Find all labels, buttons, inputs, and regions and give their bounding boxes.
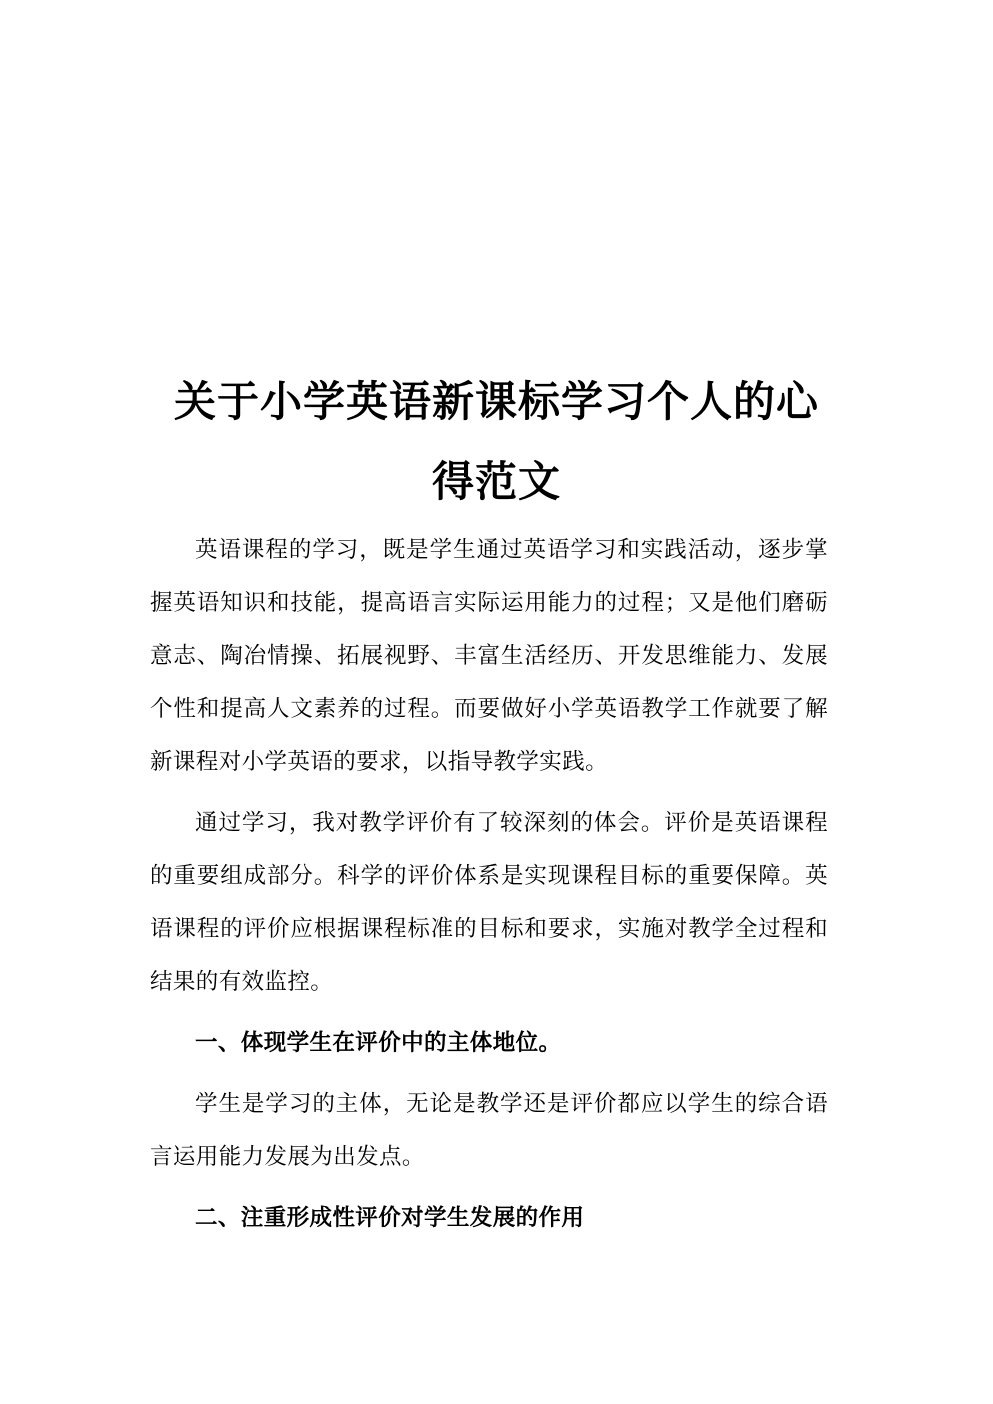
title-line-1: 关于小学英语新课标学习个人的心 xyxy=(173,377,819,426)
paragraph-3: 学生是学习的主体，无论是教学还是评价都应以学生的综合语言运用能力发展为出发点。 xyxy=(150,1091,828,1170)
document-title xyxy=(150,362,843,522)
document-body xyxy=(150,524,828,1253)
section-heading-1: 一、体现学生在评价中的主体地位。 xyxy=(195,1030,562,1056)
paragraph-1: 英语课程的学习，既是学生通过英语学习和实践活动，逐步掌握英语知识和技能，提高语言实际运用能力的过程；又是他们磨砺意志、陶冶情操、拓展视野、丰富生活经历、开发思维能力、发展个性和提高人文素养的过程。而要做好小学英语教学工作就要了解新课程对小学英语的要求，以指导教学实践。 xyxy=(150,537,828,775)
section-heading-2: 二、注重形成性评价对学生发展的作用 xyxy=(195,1205,585,1231)
title-line-2: 得范文 xyxy=(431,457,561,506)
paragraph-2: 通过学习，我对教学评价有了较深刻的体会。评价是英语课程的重要组成部分。科学的评价体系是实现课程目标的重要保障。英语课程的评价应根据课程标准的目标和要求，实施对教学全过程和结果的有效监控。 xyxy=(150,810,828,995)
